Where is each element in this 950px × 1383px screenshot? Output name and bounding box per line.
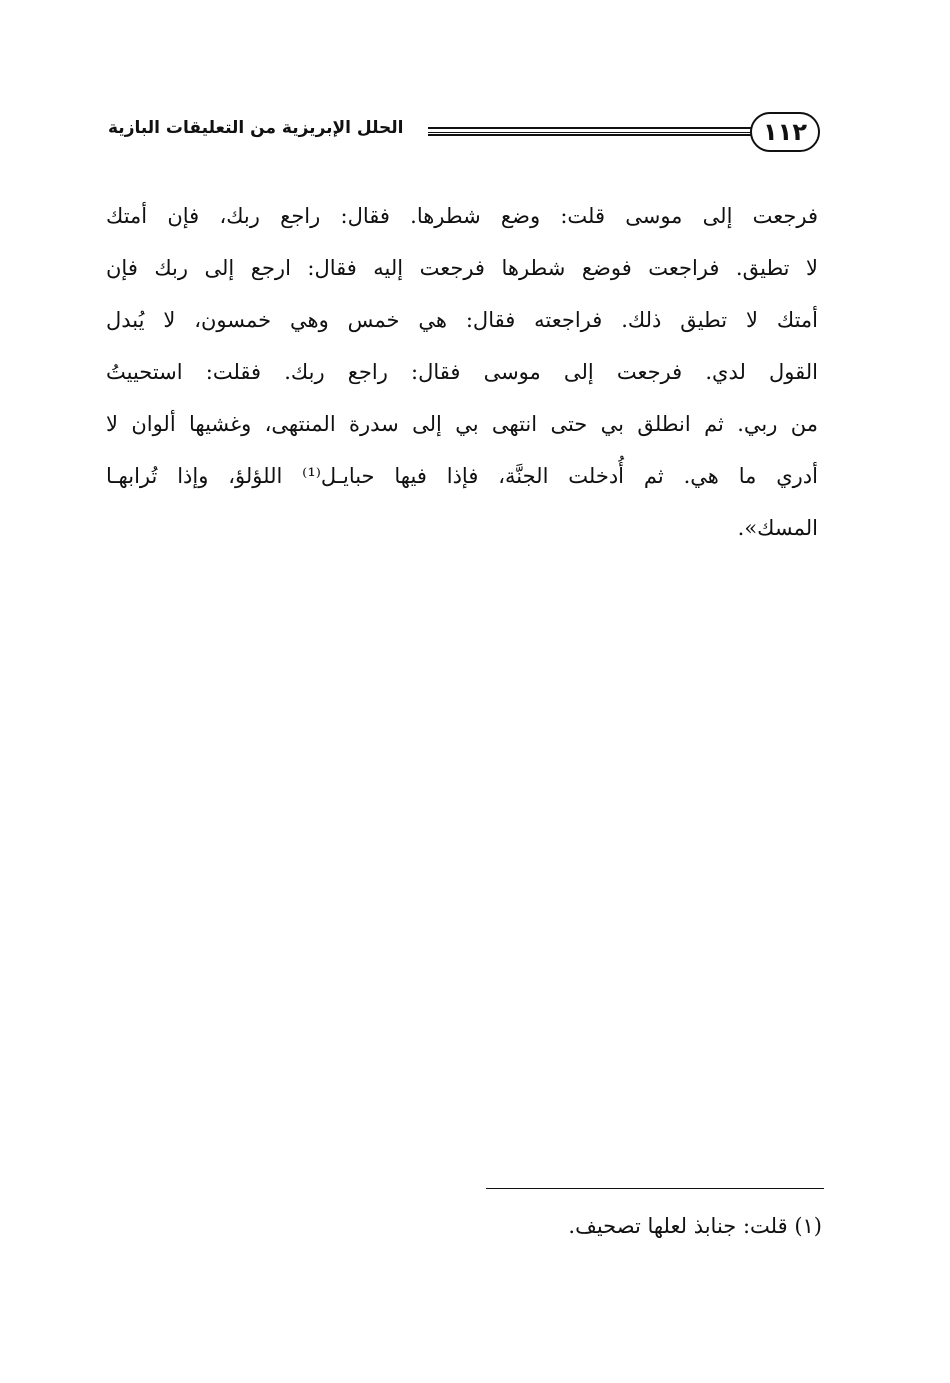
body-line: أمتك لا تطيق ذلك. فراجعته فقال: هي خمس وهي خمسون، لا يُبدل	[106, 308, 818, 332]
footnote: (١) قلت: جنابذ لعلها تصحيف.	[568, 1214, 822, 1238]
page-header	[108, 112, 820, 158]
body-text	[106, 190, 818, 554]
header-rule	[428, 127, 752, 136]
body-line: من ربي. ثم انطلق بي حتى انتهى بي إلى سدرة المنتهى، وغشيها ألوان لا	[106, 412, 818, 436]
body-line: المسك».	[737, 516, 818, 540]
running-title: الحلل الإبريزية من التعليقات البازية	[108, 118, 404, 138]
body-line: لا تطيق. فراجعت فوضع شطرها فرجعت إليه فقال: ارجع إلى ربك فإن	[106, 256, 818, 280]
body-line: فرجعت إلى موسى قلت: وضع شطرها. فقال: راجع ربك، فإن أمتك	[106, 204, 818, 228]
page-number: ١١٢	[750, 112, 820, 152]
footnote-rule	[486, 1188, 824, 1189]
body-line: القول لدي. فرجعت إلى موسى فقال: راجع ربك. فقلت: استحييتُ	[106, 360, 818, 384]
body-line: أدري ما هي. ثم أُدخلت الجنَّة، فإذا فيها حبايـل⁽¹⁾ اللؤلؤ، وإذا تُرابهـا	[106, 464, 818, 488]
